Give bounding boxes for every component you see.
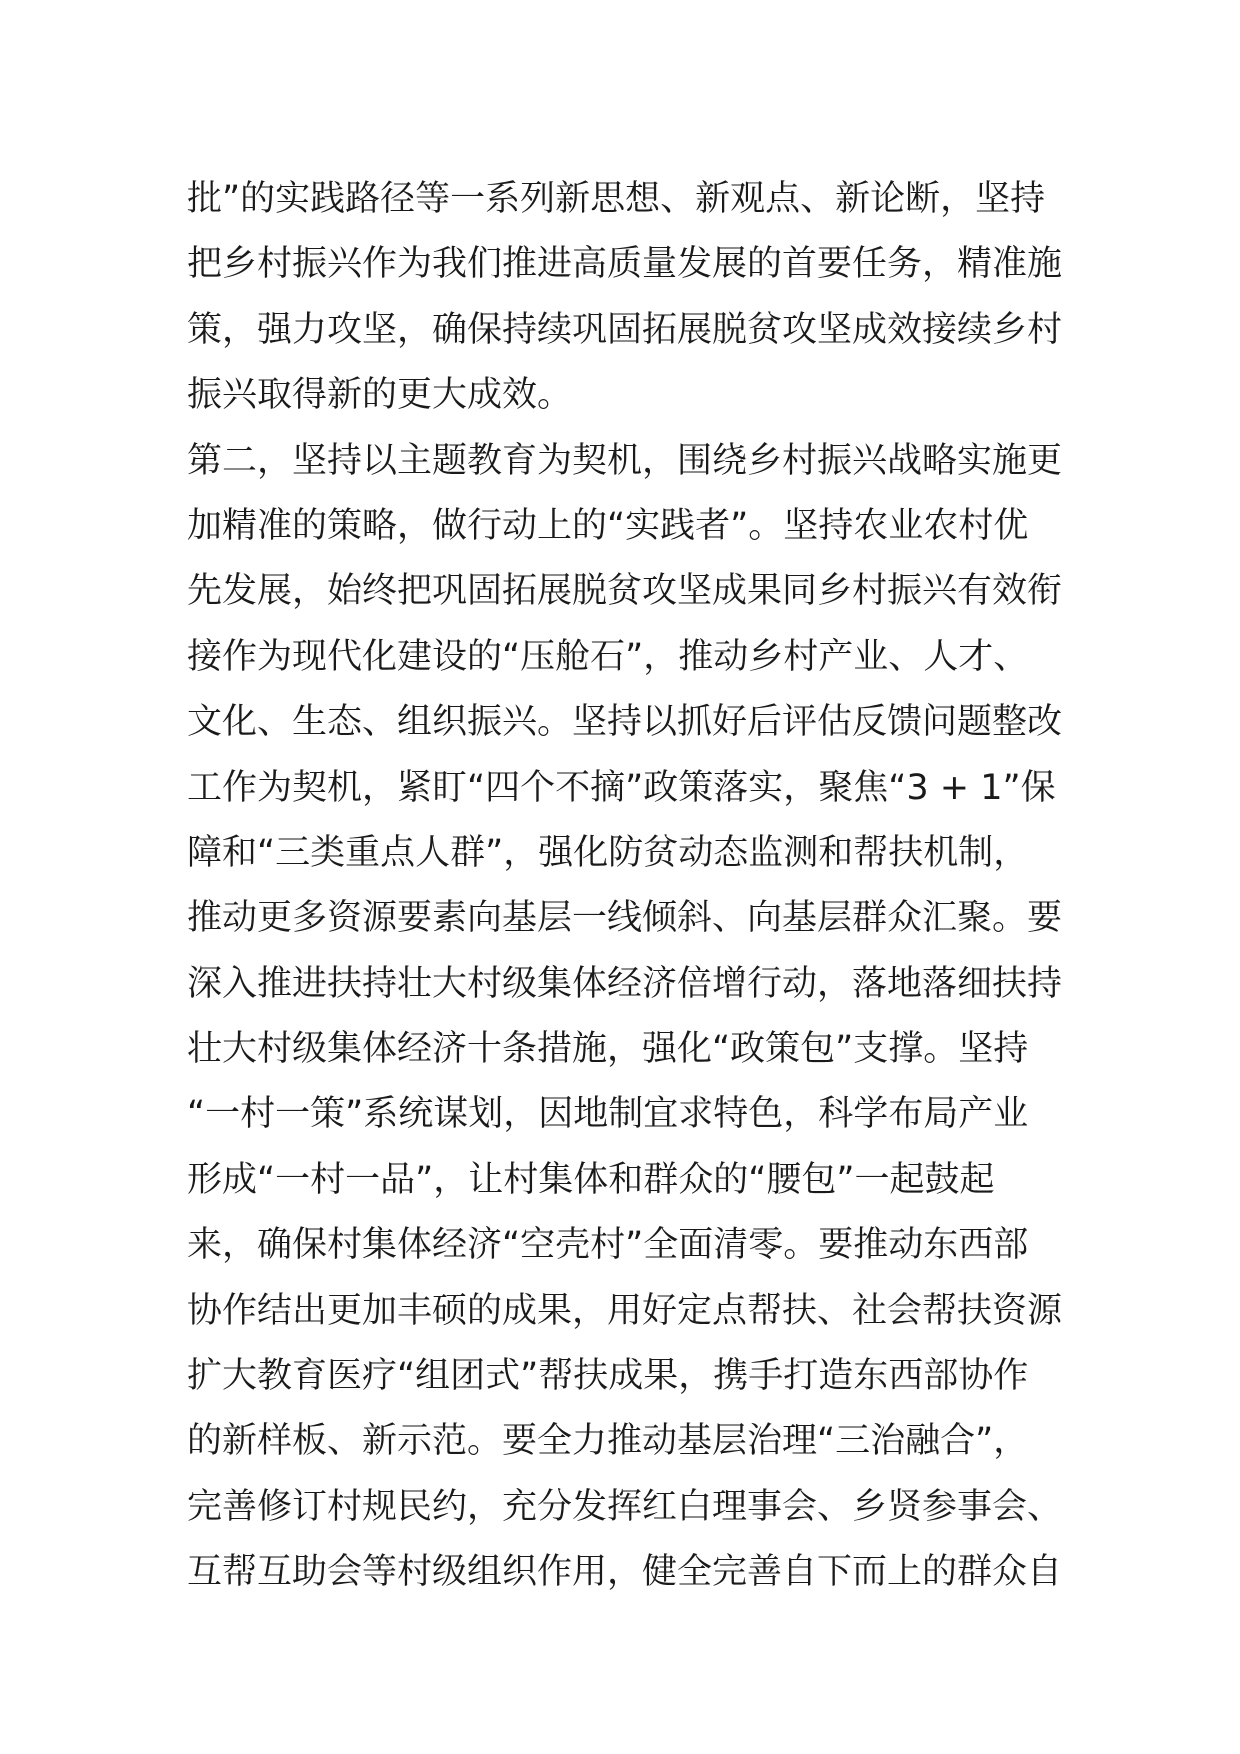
text-line: “一村一策”系统谋划，因地制宜求特色，科学布局产业 xyxy=(187,1094,1029,1135)
text-line: 壮大村级集体经济十条措施，强化“政策包”支撑。坚持 xyxy=(187,1029,1029,1070)
text-line: 扩大教育医疗“组团式”帮扶成果，携手打造东西部协作 xyxy=(187,1356,1029,1397)
text-line: 完善修订村规民约，充分发挥红白理事会、乡贤参事会、 xyxy=(187,1486,1063,1527)
text-line: 加精准的策略，做行动上的“实践者”。坚持农业农村优 xyxy=(187,505,1029,546)
text-line: 工作为契机，紧盯“四个不摘”政策落实，聚焦“3 + 1”保 xyxy=(187,767,1056,808)
text-line: 形成“一村一品”，让村集体和群众的“腰包”一起鼓起 xyxy=(187,1159,995,1200)
text-line: 推动更多资源要素向基层一线倾斜、向基层群众汇聚。要 xyxy=(187,898,1063,939)
text-line: 把乡村振兴作为我们推进高质量发展的首要任务，精准施 xyxy=(187,244,1063,285)
text-line: 批”的实践路径等一系列新思想、新观点、新论断，坚持 xyxy=(187,179,1046,219)
text-line: 接作为现代化建设的“压舱石”，推动乡村产业、人才、 xyxy=(187,636,1029,677)
text-line: 互帮互助会等村级组织作用，健全完善自下而上的群众自 xyxy=(187,1552,1063,1593)
text-line: 深入推进扶持壮大村级集体经济倍增行动，落地落细扶持 xyxy=(187,963,1063,1004)
text-line: 振兴取得新的更大成效。 xyxy=(187,375,573,416)
body-text xyxy=(187,167,1067,1606)
text-line: 来，确保村集体经济“空壳村”全面清零。要推动东西部 xyxy=(187,1225,1029,1266)
text-line: 的新样板、新示范。要全力推动基层治理“三治融合”， xyxy=(187,1421,1029,1462)
text-line: 先发展，始终把巩固拓展脱贫攻坚成果同乡村振兴有效衔 xyxy=(187,571,1063,612)
text-line: 协作结出更加丰硕的成果，用好定点帮扶、社会帮扶资源 xyxy=(187,1290,1063,1331)
text-line: 文化、生态、组织振兴。坚持以抓好后评估反馈问题整改 xyxy=(187,702,1063,743)
text-line: 第二，坚持以主题教育为契机，围绕乡村振兴战略实施更 xyxy=(187,440,1063,481)
text-line: 策，强力攻坚，确保持续巩固拓展脱贫攻坚成效接续乡村 xyxy=(187,309,1063,350)
text-line: 障和“三类重点人群”，强化防贫动态监测和帮扶机制， xyxy=(187,832,1029,873)
